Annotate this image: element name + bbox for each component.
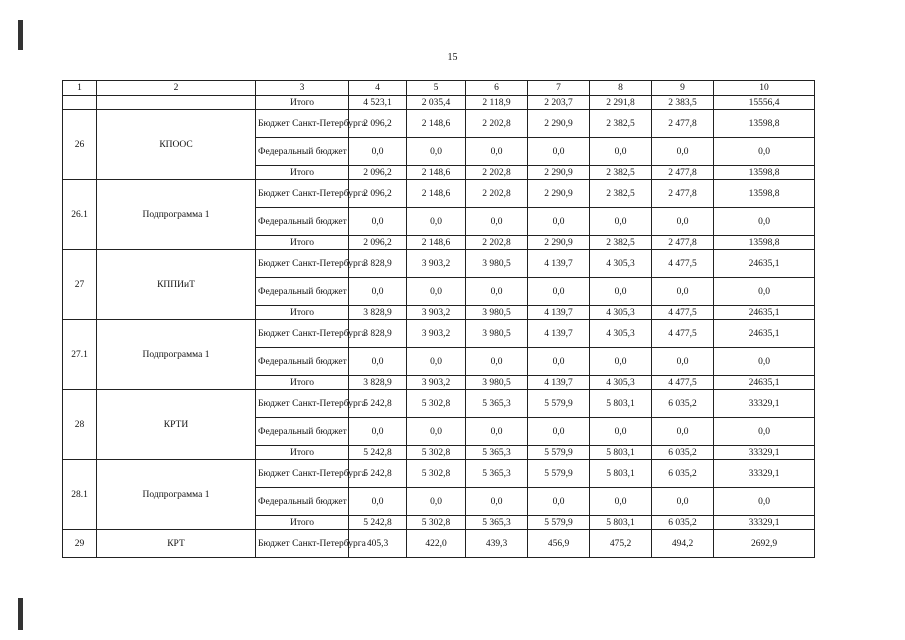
binding-mark-bottom (18, 598, 23, 630)
value-cell: 3 828,9 (349, 250, 407, 278)
value-cell: 33329,1 (714, 460, 815, 488)
row-number: 28 (63, 390, 97, 460)
value-cell: 0,0 (652, 138, 714, 166)
table-row (63, 250, 815, 278)
program-name: Подпрограмма 1 (97, 180, 256, 250)
value-cell: 0,0 (349, 348, 407, 376)
value-cell: 494,2 (652, 530, 714, 558)
value-cell: 4 305,3 (590, 320, 652, 348)
value-cell: 2 290,9 (528, 166, 590, 180)
value-cell: 2 290,9 (528, 110, 590, 138)
value-cell: 2 096,2 (349, 236, 407, 250)
value-cell: 0,0 (590, 138, 652, 166)
funding-source-label: Федеральный бюджет (256, 278, 349, 306)
value-cell: 0,0 (407, 488, 466, 516)
value-cell: 0,0 (652, 418, 714, 446)
value-cell: 5 579,9 (528, 460, 590, 488)
program-name: Подпрограмма 1 (97, 320, 256, 390)
value-cell: 0,0 (407, 348, 466, 376)
column-header: 1 (63, 81, 97, 96)
program-name: КРТ (97, 530, 256, 558)
value-cell: 0,0 (407, 418, 466, 446)
row-number: 28.1 (63, 460, 97, 530)
header-row (63, 81, 815, 96)
value-cell: 0,0 (349, 488, 407, 516)
value-cell: 3 980,5 (466, 376, 528, 390)
value-cell: 0,0 (652, 278, 714, 306)
table-row (63, 460, 815, 488)
value-cell: 5 365,3 (466, 460, 528, 488)
value-cell: 0,0 (714, 418, 815, 446)
value-cell: 2 290,9 (528, 180, 590, 208)
value-cell: 2 382,5 (590, 236, 652, 250)
column-header: 10 (714, 81, 815, 96)
value-cell: 2 382,5 (590, 180, 652, 208)
value-cell: 33329,1 (714, 516, 815, 530)
value-cell: 5 365,3 (466, 446, 528, 460)
value-cell: 0,0 (714, 488, 815, 516)
column-header: 9 (652, 81, 714, 96)
value-cell: 0,0 (590, 278, 652, 306)
funding-source-label: Бюджет Санкт-Петербурга (256, 110, 349, 138)
value-cell: 0,0 (528, 278, 590, 306)
value-cell: 13598,8 (714, 166, 815, 180)
value-cell: 2 148,6 (407, 110, 466, 138)
value-cell: 2 118,9 (466, 96, 528, 110)
value-cell: 0,0 (349, 138, 407, 166)
value-cell: 0,0 (466, 488, 528, 516)
value-cell: 2 202,8 (466, 166, 528, 180)
funding-source-label: Итого (256, 446, 349, 460)
value-cell: 3 980,5 (466, 320, 528, 348)
value-cell: 0,0 (349, 278, 407, 306)
value-cell: 4 139,7 (528, 320, 590, 348)
value-cell: 5 365,3 (466, 516, 528, 530)
value-cell: 5 365,3 (466, 390, 528, 418)
value-cell: 0,0 (407, 208, 466, 236)
value-cell: 0,0 (652, 208, 714, 236)
value-cell: 0,0 (466, 278, 528, 306)
value-cell: 2 477,8 (652, 236, 714, 250)
column-header: 2 (97, 81, 256, 96)
value-cell: 4 477,5 (652, 306, 714, 320)
value-cell: 4 305,3 (590, 306, 652, 320)
value-cell: 6 035,2 (652, 390, 714, 418)
value-cell: 4 477,5 (652, 320, 714, 348)
column-header: 8 (590, 81, 652, 96)
value-cell: 24635,1 (714, 250, 815, 278)
value-cell: 4 477,5 (652, 376, 714, 390)
value-cell: 2692,9 (714, 530, 815, 558)
table-row (63, 180, 815, 208)
value-cell: 0,0 (590, 488, 652, 516)
value-cell: 2 477,8 (652, 110, 714, 138)
program-name (97, 96, 256, 110)
value-cell: 2 383,5 (652, 96, 714, 110)
value-cell: 0,0 (407, 278, 466, 306)
value-cell: 3 828,9 (349, 376, 407, 390)
funding-source-label: Итого (256, 306, 349, 320)
value-cell: 3 903,2 (407, 376, 466, 390)
row-number: 27 (63, 250, 97, 320)
value-cell: 0,0 (652, 348, 714, 376)
column-header: 3 (256, 81, 349, 96)
funding-source-label: Итого (256, 166, 349, 180)
funding-source-label: Бюджет Санкт-Петербурга (256, 460, 349, 488)
column-header: 7 (528, 81, 590, 96)
value-cell: 24635,1 (714, 320, 815, 348)
table-row (63, 110, 815, 138)
program-name: КРТИ (97, 390, 256, 460)
value-cell: 5 242,8 (349, 516, 407, 530)
value-cell: 0,0 (590, 418, 652, 446)
value-cell: 2 202,8 (466, 236, 528, 250)
funding-source-label: Итого (256, 516, 349, 530)
row-number (63, 96, 97, 110)
value-cell: 2 477,8 (652, 166, 714, 180)
value-cell: 422,0 (407, 530, 466, 558)
value-cell: 4 139,7 (528, 306, 590, 320)
value-cell: 0,0 (466, 138, 528, 166)
value-cell: 0,0 (528, 208, 590, 236)
value-cell: 3 828,9 (349, 320, 407, 348)
value-cell: 5 803,1 (590, 446, 652, 460)
row-number: 29 (63, 530, 97, 558)
program-name: Подпрограмма 1 (97, 460, 256, 530)
value-cell: 456,9 (528, 530, 590, 558)
budget-table (62, 80, 815, 558)
program-name: КППИиТ (97, 250, 256, 320)
funding-source-label: Бюджет Санкт-Петербурга (256, 250, 349, 278)
carry-over-row (63, 96, 815, 110)
value-cell: 0,0 (714, 278, 815, 306)
funding-source-label: Бюджет Санкт-Петербурга (256, 530, 349, 558)
value-cell: 5 242,8 (349, 446, 407, 460)
value-cell: 0,0 (349, 418, 407, 446)
value-cell: 5 579,9 (528, 516, 590, 530)
value-cell: 0,0 (528, 488, 590, 516)
value-cell: 5 242,8 (349, 460, 407, 488)
funding-source-label: Бюджет Санкт-Петербурга (256, 180, 349, 208)
value-cell: 2 035,4 (407, 96, 466, 110)
value-cell: 3 828,9 (349, 306, 407, 320)
value-cell: 5 302,8 (407, 390, 466, 418)
value-cell: 2 096,2 (349, 180, 407, 208)
value-cell: 33329,1 (714, 446, 815, 460)
value-cell: 439,3 (466, 530, 528, 558)
value-cell: 0,0 (590, 208, 652, 236)
value-cell: 475,2 (590, 530, 652, 558)
table-row (63, 320, 815, 348)
value-cell: 5 803,1 (590, 460, 652, 488)
value-cell: 3 980,5 (466, 306, 528, 320)
funding-source-label: Итого (256, 96, 349, 110)
value-cell: 0,0 (714, 208, 815, 236)
value-cell: 2 382,5 (590, 110, 652, 138)
value-cell: 0,0 (528, 418, 590, 446)
funding-source-label: Федеральный бюджет (256, 418, 349, 446)
funding-source-label: Бюджет Санкт-Петербурга (256, 320, 349, 348)
value-cell: 0,0 (466, 348, 528, 376)
value-cell: 4 523,1 (349, 96, 407, 110)
value-cell: 0,0 (590, 348, 652, 376)
column-header: 6 (466, 81, 528, 96)
value-cell: 2 203,7 (528, 96, 590, 110)
funding-source-label: Федеральный бюджет (256, 488, 349, 516)
table-row (63, 530, 815, 558)
funding-source-label: Федеральный бюджет (256, 208, 349, 236)
value-cell: 5 242,8 (349, 390, 407, 418)
value-cell: 0,0 (652, 488, 714, 516)
value-cell: 2 382,5 (590, 166, 652, 180)
value-cell: 4 139,7 (528, 250, 590, 278)
page-number: 15 (447, 52, 458, 63)
value-cell: 2 148,6 (407, 166, 466, 180)
value-cell: 2 148,6 (407, 180, 466, 208)
funding-source-label: Федеральный бюджет (256, 348, 349, 376)
value-cell: 3 980,5 (466, 250, 528, 278)
value-cell: 2 202,8 (466, 180, 528, 208)
column-header: 5 (407, 81, 466, 96)
value-cell: 2 096,2 (349, 166, 407, 180)
value-cell: 2 290,9 (528, 236, 590, 250)
value-cell: 3 903,2 (407, 306, 466, 320)
value-cell: 5 302,8 (407, 516, 466, 530)
value-cell: 5 803,1 (590, 516, 652, 530)
value-cell: 24635,1 (714, 306, 815, 320)
value-cell: 15556,4 (714, 96, 815, 110)
value-cell: 5 579,9 (528, 446, 590, 460)
value-cell: 2 202,8 (466, 110, 528, 138)
value-cell: 13598,8 (714, 110, 815, 138)
funding-source-label: Федеральный бюджет (256, 138, 349, 166)
row-number: 27.1 (63, 320, 97, 390)
column-header: 4 (349, 81, 407, 96)
value-cell: 0,0 (407, 138, 466, 166)
value-cell: 2 291,8 (590, 96, 652, 110)
value-cell: 5 803,1 (590, 390, 652, 418)
value-cell: 4 477,5 (652, 250, 714, 278)
value-cell: 0,0 (528, 138, 590, 166)
value-cell: 13598,8 (714, 236, 815, 250)
value-cell: 3 903,2 (407, 320, 466, 348)
value-cell: 6 035,2 (652, 460, 714, 488)
value-cell: 33329,1 (714, 390, 815, 418)
row-number: 26.1 (63, 180, 97, 250)
value-cell: 3 903,2 (407, 250, 466, 278)
value-cell: 0,0 (714, 348, 815, 376)
value-cell: 4 139,7 (528, 376, 590, 390)
value-cell: 0,0 (466, 208, 528, 236)
value-cell: 0,0 (466, 418, 528, 446)
value-cell: 5 579,9 (528, 390, 590, 418)
value-cell: 4 305,3 (590, 376, 652, 390)
value-cell: 2 477,8 (652, 180, 714, 208)
value-cell: 13598,8 (714, 180, 815, 208)
value-cell: 24635,1 (714, 376, 815, 390)
funding-source-label: Итого (256, 236, 349, 250)
value-cell: 0,0 (528, 348, 590, 376)
value-cell: 5 302,8 (407, 460, 466, 488)
funding-source-label: Бюджет Санкт-Петербурга (256, 390, 349, 418)
value-cell: 405,3 (349, 530, 407, 558)
binding-mark-top (18, 20, 23, 50)
value-cell: 2 096,2 (349, 110, 407, 138)
value-cell: 5 302,8 (407, 446, 466, 460)
row-number: 26 (63, 110, 97, 180)
value-cell: 2 148,6 (407, 236, 466, 250)
funding-source-label: Итого (256, 376, 349, 390)
table-body (63, 81, 815, 558)
value-cell: 0,0 (714, 138, 815, 166)
value-cell: 4 305,3 (590, 250, 652, 278)
table-row (63, 390, 815, 418)
value-cell: 6 035,2 (652, 516, 714, 530)
value-cell: 6 035,2 (652, 446, 714, 460)
value-cell: 0,0 (349, 208, 407, 236)
program-name: КПООС (97, 110, 256, 180)
